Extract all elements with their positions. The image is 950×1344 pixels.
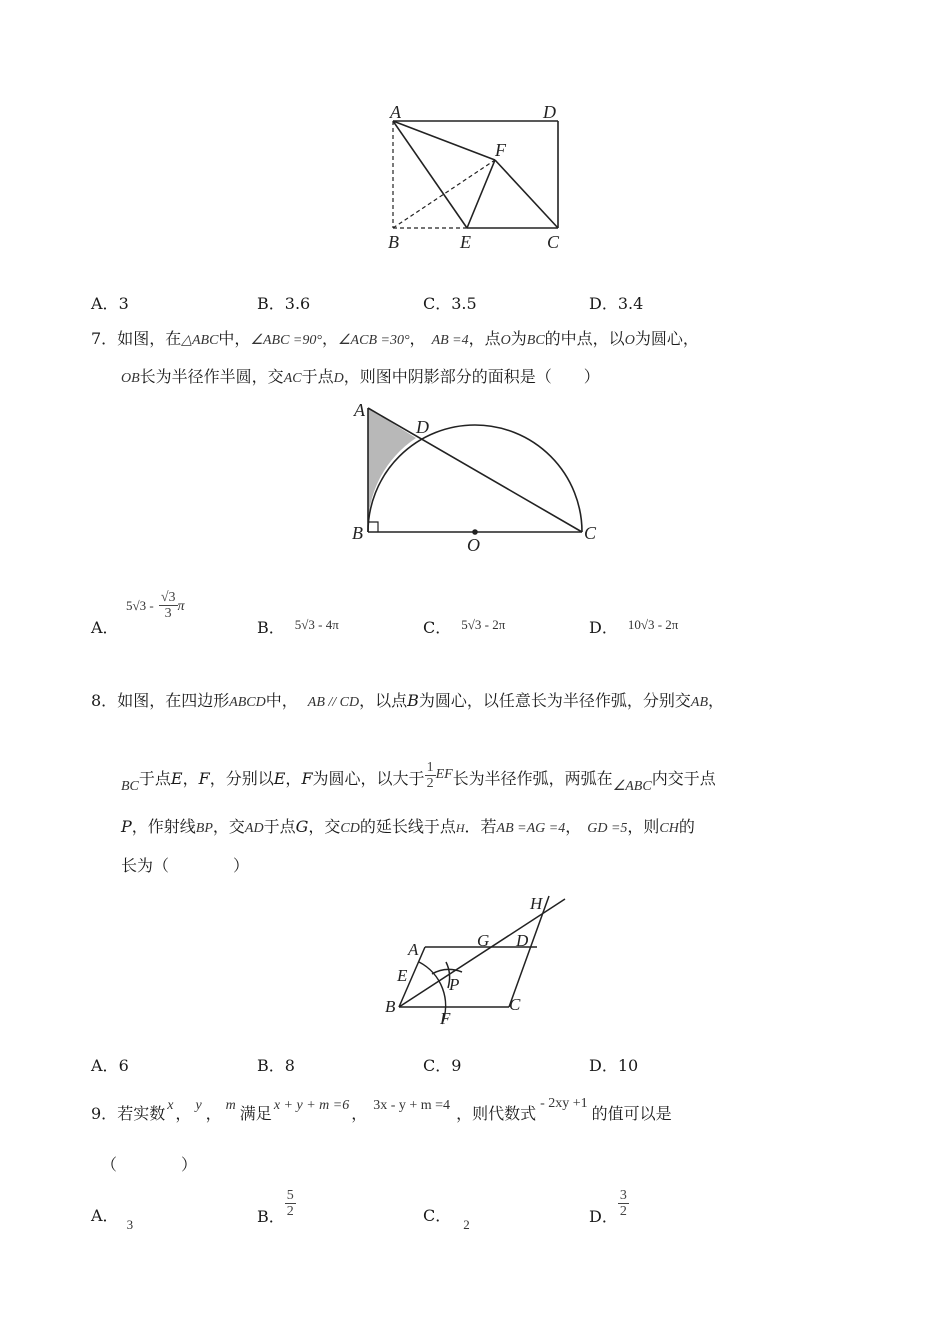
choice-value: 2 [463,1217,470,1232]
q9-text: ， [175,1104,192,1123]
q7-center-dot [472,529,478,535]
choice-expr: 5√3 - 4π [294,617,339,632]
q8-choice-a[interactable] [91,1053,129,1076]
q8-label-d: D [516,931,529,950]
q8-math: CD [340,821,360,836]
choice-expr: 10√3 - 2π [627,617,679,632]
q7-choice-c[interactable] [423,615,505,638]
q8-arc-small-2 [432,969,462,974]
q8-math: ∠ABC [612,779,652,794]
q9-text: （ ） [101,1155,198,1174]
q7-text: 的中点，以 [544,329,625,348]
choice-letter: C． [423,1056,452,1075]
q8-text: 如图，在四边形 [117,691,230,710]
q7-text: 为圆心， [634,329,699,348]
q7-math: △ABC [181,333,219,348]
q9-text: ， [205,1104,222,1123]
question-number: 9． [91,1104,118,1123]
q7-label-a: A [354,400,365,420]
q9-math: x [167,1098,174,1113]
q8-math: ABCD [229,695,266,710]
fraction-denominator: 2 [619,1204,627,1219]
q8-math: G [295,817,309,836]
q8-label-c: C [509,995,521,1014]
choice-letter: B． [257,294,285,313]
q9-math: - 2xy +1 [540,1096,588,1111]
choice-value: 3.4 [617,294,644,313]
q8-math: P [121,817,132,836]
q8-math: AB [690,695,709,710]
q7-label-d: D [416,417,429,437]
q8-text: 长为半径作弧，两弧在 [452,769,613,788]
q9-line1 [91,1096,672,1127]
q6-line-af [393,121,495,160]
q8-math: B [407,691,419,710]
q9-math: 3x - y + m =4 [373,1098,451,1113]
q8-math: F [301,769,313,788]
q7-math: OB [121,371,140,386]
q8-label-f: F [440,1009,451,1025]
q6-line-fe [467,160,495,228]
q6-label-f: F [495,140,506,160]
q9-math: y [195,1098,202,1113]
q9-line2 [101,1154,197,1176]
q8-text: ，以点 [359,691,408,710]
q7-text: 中， [218,329,251,348]
q8-text: ，分别以 [209,769,274,788]
q8-math: F [198,769,210,788]
q6-choice-c[interactable] [423,291,477,314]
q6-choice-b[interactable] [257,291,310,314]
choice-letter: A． [91,618,119,637]
q8-text: 为圆心，以任意长为半径作弧，分别交 [418,691,691,710]
q8-line2 [121,760,716,795]
q7-math: O [624,333,635,348]
q8-line1 [91,690,724,714]
q8-label-h: H [530,894,543,913]
q8-text: ，交 [212,817,245,836]
choice-value: 6 [118,1056,129,1075]
choice-value: 3 [118,294,129,313]
choice-letter: B． [257,1207,285,1226]
q7-text: 于点 [301,367,334,386]
q8-math: GD =5 [587,821,628,836]
choice-letter: A． [91,294,119,313]
q8-line4 [121,855,249,877]
q6-choice-a[interactable] [91,291,129,314]
q7-text: ，则图中阴影部分的面积是（ ） [343,367,600,386]
choice-expr: 5√3 - [126,598,154,613]
q8-math: BC [121,779,139,794]
q7-math: ∠ABC =90° [250,333,322,348]
fraction-denominator: 3 [164,606,172,621]
fraction-denominator: 2 [426,776,434,791]
q8-text: ，作射线 [131,817,196,836]
fraction-denominator: 2 [286,1204,294,1219]
choice-expr: 5√3 - 2π [461,617,506,632]
q7-math: BC [526,333,545,348]
q8-math: E [170,769,183,788]
q9-choice-d[interactable] [589,1188,629,1226]
choice-letter: B． [257,618,285,637]
q8-text: 于点 [263,817,296,836]
choice-value: 3.5 [451,294,477,313]
q8-math: AB =AG =4 [496,821,566,836]
q9-text: 的值可以是 [591,1104,672,1123]
q7-right-angle-mark [368,522,378,532]
q8-label-e: E [397,966,408,985]
q8-math: CH [659,821,679,836]
choice-value: 8 [284,1056,295,1075]
q7-shaded-region [368,408,416,532]
q6-line-ae [393,121,467,228]
q6-label-d: D [543,102,556,122]
q7-label-o: O [467,535,480,555]
fraction-numerator: 1 [426,760,434,775]
q8-line3 [121,816,695,840]
q9-text: 满足 [239,1104,272,1123]
choice-letter: A． [91,1056,119,1075]
q8-text: ，交 [308,817,341,836]
q6-label-e: E [460,232,471,252]
q8-half-fraction [425,760,436,791]
choice-value: 3.6 [284,294,311,313]
fraction-numerator: 5 [286,1188,294,1203]
q8-text: 的延长线于点 [359,817,456,836]
choice-letter: C． [423,618,452,637]
q7-line-ac [368,408,582,532]
q7-text: 长为半径作半圆，交 [139,367,284,386]
q8-text: 于点 [138,769,171,788]
q7-text: ，点 [468,329,501,348]
q8-label-g: G [477,931,490,950]
q7-text: ， [409,329,426,348]
q8-text: ， [285,769,302,788]
choice-letter: B． [257,1056,285,1075]
q8-text: 的 [678,817,695,836]
choice-letter: C． [423,1206,452,1225]
q9-choice-a[interactable] [91,1203,134,1232]
choice-letter: D． [589,294,618,313]
q7-math: O [500,333,511,348]
q8-choice-c[interactable] [423,1053,461,1076]
choice-value: 3 [126,1217,134,1232]
question-number: 7． [91,329,118,348]
q8-text: ， [182,769,199,788]
q7-line1 [91,328,699,352]
q9-math: m [225,1098,236,1113]
q9-math: x + y + m =6 [273,1098,350,1113]
q7-text: 为 [510,329,527,348]
q8-text: 为圆心，以大于 [312,769,425,788]
q9-text: ，则代数式 [456,1104,537,1123]
q6-line-fc [495,160,558,228]
q9-choice-b[interactable] [257,1188,296,1226]
q7-choice-b[interactable] [257,615,339,638]
q8-math: EF [435,767,453,782]
q8-label-a: A [408,940,419,959]
q8-text: ， [565,817,582,836]
q8-math: H [455,821,465,835]
q6-label-c: C [547,232,560,252]
q7-line2 [121,366,600,390]
choice-fraction [159,590,178,621]
choice-letter: A． [91,1206,119,1225]
q8-choice-d[interactable] [589,1053,638,1076]
q6-label-a: A [390,102,401,122]
choice-letter: C． [423,294,452,313]
q7-math: AC [283,371,302,386]
q8-choice-b[interactable] [257,1053,295,1076]
q7-math: ∠ACB =30° [338,333,410,348]
q8-text: ．若 [464,817,497,836]
q6-figure [380,95,580,255]
q7-choice-a-expr [126,590,185,621]
q8-text: ，则 [627,817,660,836]
choice-fraction [618,1188,629,1219]
q9-text: ， [351,1104,368,1123]
choice-letter: D． [589,1207,618,1226]
q8-label-p: P [449,975,460,994]
q8-text: 长为（ ） [121,856,250,875]
q8-math: AD [244,821,264,836]
choice-fraction [285,1188,296,1219]
choice-letter: D． [589,1056,618,1075]
question-number: 8． [91,691,118,710]
q8-text: 中， [265,691,298,710]
q8-text: 内交于点 [651,769,716,788]
choice-letter: D． [589,618,618,637]
q7-label-c: C [584,523,597,543]
q8-math: BP [195,821,213,836]
q7-figure [345,398,605,558]
q7-choice-d[interactable] [589,615,678,638]
q7-choice-a[interactable] [91,615,119,638]
q7-text: ， [321,329,338,348]
choice-value: 9 [451,1056,462,1075]
choice-value: 10 [617,1056,639,1075]
q8-figure [380,885,580,1025]
q8-ray-bp [399,899,565,1007]
q6-label-b: B [388,232,399,252]
q7-text: 如图，在 [117,329,182,348]
fraction-numerator: 3 [619,1188,627,1203]
q7-label-b: B [352,523,363,543]
q8-math: E [273,769,286,788]
q6-choice-d[interactable] [589,291,643,314]
q9-text: 若实数 [117,1104,166,1123]
fraction-numerator: √3 [160,590,176,605]
q7-math: AB =4 [431,333,469,348]
q8-text: ， [708,691,725,710]
q8-label-b: B [385,997,396,1016]
choice-expr: π [177,599,185,614]
q7-math: D [333,371,344,386]
q9-choice-c[interactable] [423,1203,470,1232]
q8-math: AB // CD [307,695,360,710]
